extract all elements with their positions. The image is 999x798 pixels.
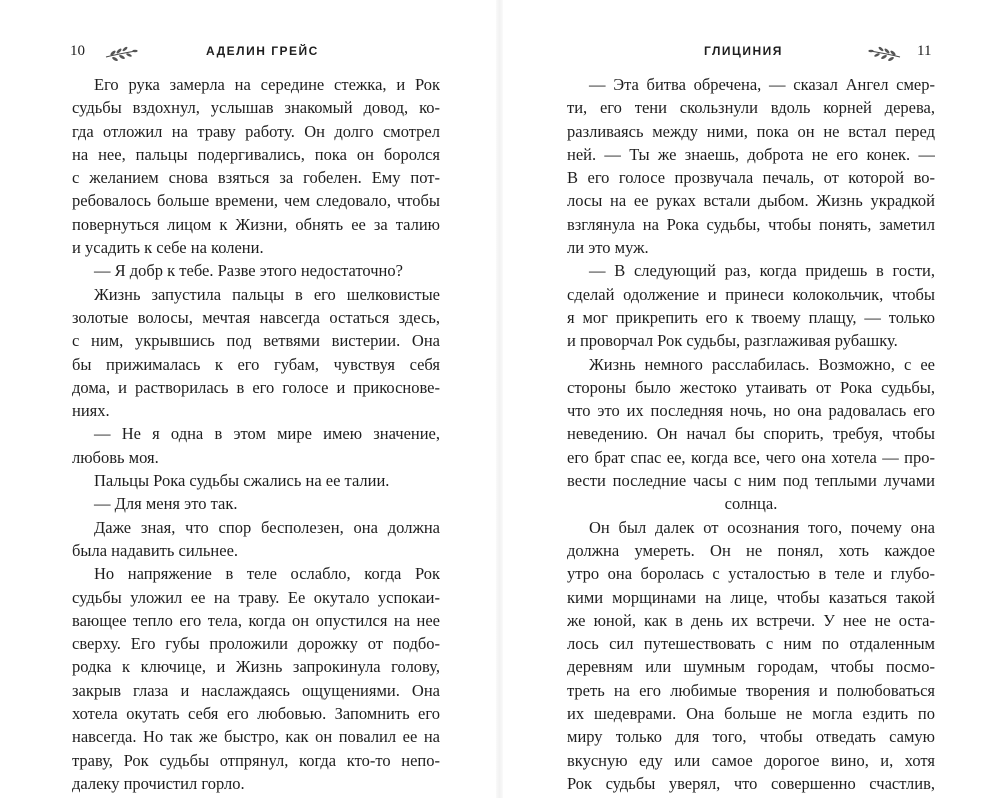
text-line: неведению. Он начал бы спорить, требуя, чтобы [567,424,935,444]
text-line: и проворчал Рок судьбы, разглаживая рубашку. [567,331,898,351]
running-head-right: ГЛИЦИНИЯ [704,44,783,58]
text-line: гда отложил на траву работу. Он долго смотрел [72,121,440,141]
text-line: сделай одолжение и принеси колокольчик, чтобы [567,284,935,304]
text-line: хотела окутать себя его любовью. Запомнить его [72,704,440,724]
text-line: траву, Рок судьбы отпрянул, когда кто-то непо- [72,750,440,770]
text-line: далеку прочистил горло. [72,773,245,793]
running-head-left: АДЕЛИН ГРЕЙС [206,44,319,58]
leaf-sprig-icon [104,45,138,63]
text-line: стороны было жестоко утаивать от Рока судьбы, [567,377,935,397]
text-line: лось сил путешествовать с ним по отдаленным [567,634,935,654]
text-line: треть на его любимые творения и полюбоваться [567,680,935,700]
right-page [503,0,999,798]
text-line: сверху. Его губы проложили дорожку от подбо- [72,634,440,654]
text-line: я мог прикрепить его к твоему плащу, — только [567,307,935,327]
text-line: — Не я одна в этом мире имею значение, [94,424,440,444]
leaf-sprig-icon [868,45,902,63]
text-line: утро она боролась с усталостью в теле и глубо- [567,564,935,584]
text-line: солнца. [724,494,778,514]
text-line: ти, его тени скользнули вдоль корней дерева, [567,98,935,118]
text-line: Он был далек от осознания того, почему она [589,517,935,537]
text-line: ней. — Ты же знаешь, доброта не его конек. — [567,144,935,164]
page-number-right: 11 [917,43,932,59]
text-line: его брат спас ее, когда все, чего она хотела — про- [567,447,935,467]
text-line: вающее тепло его тела, когда он опустился на нее [72,610,440,630]
text-line: родка к ключице, и Жизнь запрокинула голову, [72,657,440,677]
text-line: судьбы вздохнул, услышав знакомый довод, ко- [72,98,440,118]
text-line: Жизнь запустила пальцы в его шелковистые [94,284,440,304]
text-line: Даже зная, что спор бесполезен, она должна [94,517,440,537]
text-line: судьбы уложил ее на траву. Ее окутало успокаи- [72,587,440,607]
text-line: повернуться лицом к Жизни, обнять ее за талию [72,214,440,234]
text-line: их шедеврами. Она больше не могла ездить по [567,704,935,724]
text-line: же юной, как в день их встречи. У нее не оста- [567,610,935,630]
text-line: с ним, укрывшись под ветвями вистерии. Она [72,331,440,351]
text-line: ребовалось больше времени, чем следовало, чтобы [72,191,440,211]
text-line: лосы на ее руках встали дыбом. Жизнь украдкой [567,191,935,211]
text-line: с желанием снова взяться за гобелен. Ему пот- [72,168,440,188]
text-line: закрыв глаза и наслаждаясь ощущениями. Она [72,680,440,700]
right-page-body [567,73,935,795]
page-number-left: 10 [70,43,85,59]
text-line: вести последние часы с ним под теплыми лучами [567,471,935,491]
text-line: ли это муж. [567,238,649,258]
text-line: Пальцы Рока судьбы сжались на ее талии. [94,471,390,491]
left-page-body [72,73,440,795]
text-line: — Для меня это так. [94,494,238,514]
text-line: — Эта битва обречена, — сказал Ангел смер- [589,75,935,94]
text-line: Его рука замерла на середине стежка, и Рок [94,75,440,94]
text-line: разливаясь между ними, пока он не встал перед [567,121,935,141]
text-line: — Я добр к тебе. Разве этого недостаточно? [94,261,403,281]
text-line: дома, и растворилась в его голосе и прикоснове- [72,377,440,397]
text-line: ниях. [72,401,110,421]
text-line: бы прижималась к его губам, чувствуя себя [72,354,440,374]
text-line: деревням или шумным городам, чтобы посмо- [567,657,935,677]
text-line: кими морщинами на лице, чтобы казаться такой [567,587,935,607]
text-line: Рок судьбы уверял, что совершенно счастлив, [567,773,935,793]
text-line: — В следующий раз, когда придешь в гости, [589,261,935,281]
text-line: миру только для того, чтобы отведать самую [567,727,935,747]
text-line: любовь моя. [72,447,159,467]
text-line: взглянула на Рока судьбы, чтобы понять, заметил [567,214,935,234]
book-gutter [496,0,503,798]
text-line: должна умереть. Он не понял, хоть каждое [567,540,935,560]
text-line: была надавить сильнее. [72,540,239,560]
text-line: В его голосе прозвучала печаль, от которой во- [567,168,935,188]
text-line: золотые волосы, мечтая навсегда остаться здесь, [72,307,440,327]
left-page-header [70,43,442,63]
text-line: вкусную еду или самое дорогое вино, и, хотя [567,750,935,770]
text-line: на нее, пальцы подергивались, пока он боролся [72,144,440,164]
text-line: навсегда. Но так же быстро, как он повалил ее на [72,727,440,747]
left-page [0,0,496,798]
text-line: Жизнь немного расслабилась. Возможно, с ее [589,354,935,374]
text-line: и усадить к себе на колени. [72,238,264,258]
text-line: Но напряжение в теле ослабло, когда Рок [94,564,440,584]
text-line: что это их последняя ночь, но она радовалась его [567,401,935,421]
right-page-header [563,43,935,63]
